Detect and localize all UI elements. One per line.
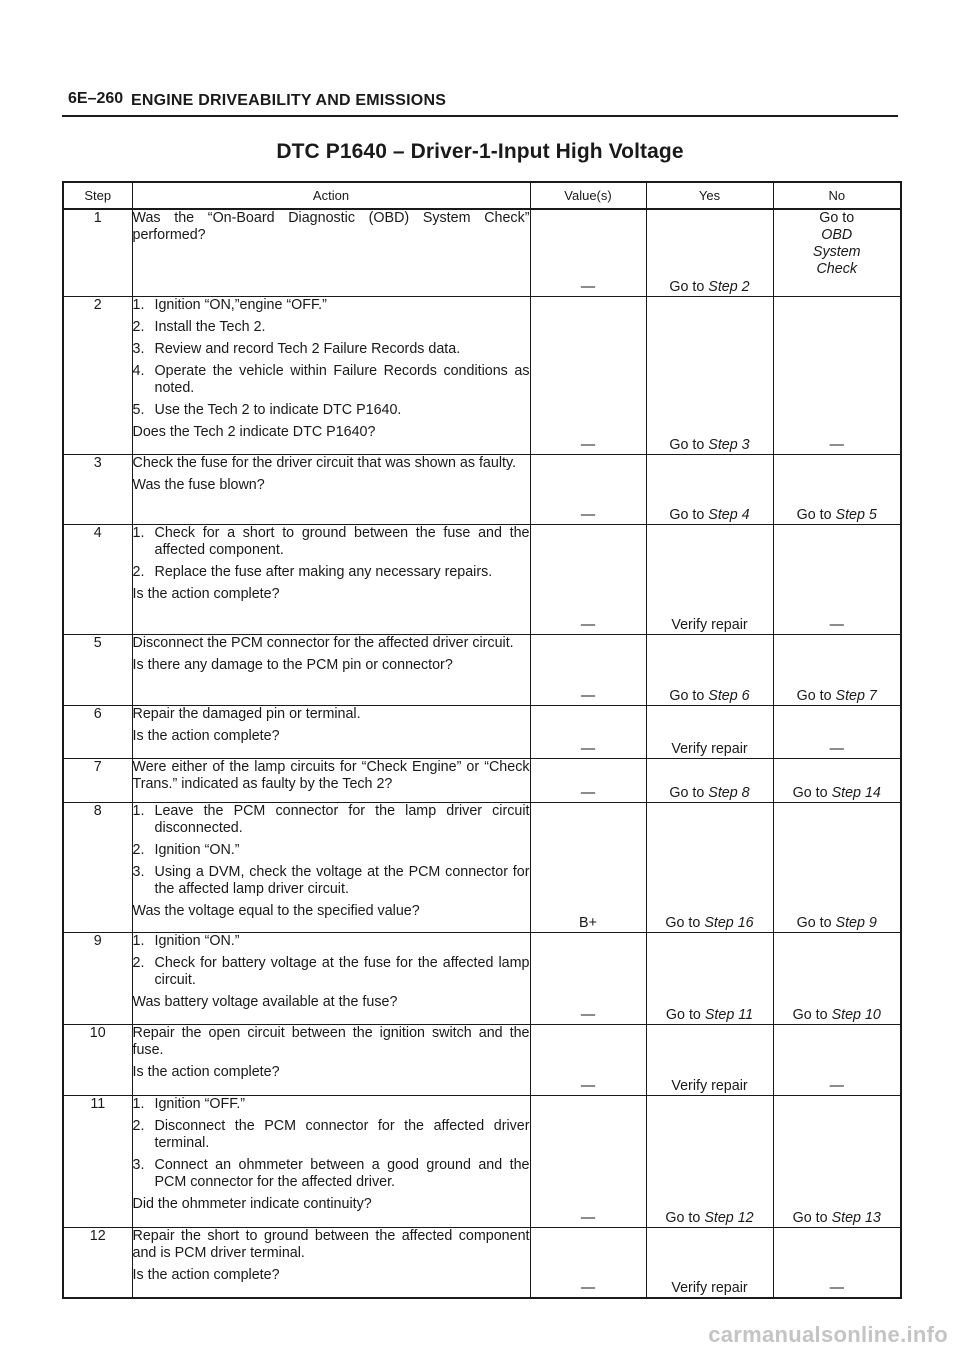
table-row xyxy=(63,705,901,758)
value-cell: — xyxy=(530,758,646,802)
yes-step-ref: Step 11 xyxy=(704,1006,754,1023)
no-step-ref: OBD System Check xyxy=(812,227,861,277)
yes-step-ref: Step 12 xyxy=(704,1209,754,1226)
action-question: Is the action complete? xyxy=(132,1266,280,1283)
yes-cell: Verify repair xyxy=(646,1227,773,1298)
action-cell xyxy=(132,1024,530,1095)
yes-cell: Go to Step 3 xyxy=(646,296,773,454)
action-item: 2. Disconnect the PCM connector for the affected driver terminal. xyxy=(132,1117,530,1151)
table-row xyxy=(63,932,901,1024)
action-item: 1. Ignition “ON.” xyxy=(132,932,240,949)
action-cell xyxy=(132,932,530,1024)
action-item: 4. Operate the vehicle within Failure Records conditions as noted. xyxy=(132,362,530,396)
table-row xyxy=(63,1024,901,1095)
action-question: Is there any damage to the PCM pin or connector? xyxy=(132,656,453,673)
step-number: 6 xyxy=(63,705,132,758)
action-cell xyxy=(132,1095,530,1227)
value-cell: — xyxy=(530,524,646,634)
no-step-ref: Step 14 xyxy=(831,784,881,801)
step-number: 12 xyxy=(63,1227,132,1298)
table-row xyxy=(63,454,901,524)
yes-prefix: Go to xyxy=(669,278,709,295)
yes-step-ref: Step 6 xyxy=(708,687,750,704)
no-step-ref: Step 7 xyxy=(835,687,877,704)
no-cell: — xyxy=(773,1227,901,1298)
action-item: 3. Connect an ohmmeter between a good ground and the PCM connector for the affected driver. xyxy=(132,1156,530,1190)
action-text: Were either of the lamp circuits for “Check Engine” or “Check Trans.” indicated as faulty by the Tech 2? xyxy=(132,758,530,792)
action-cell xyxy=(132,209,530,296)
step-number: 8 xyxy=(63,802,132,932)
no-cell: Go to Step 7 xyxy=(773,634,901,705)
action-item: 2. Replace the fuse after making any necessary repairs. xyxy=(132,563,493,580)
step-number: 7 xyxy=(63,758,132,802)
table-row xyxy=(63,1227,901,1298)
step-number: 3 xyxy=(63,454,132,524)
no-cell: Go to Step 13 xyxy=(773,1095,901,1227)
table-row xyxy=(63,1095,901,1227)
action-item: 1. Ignition “OFF.” xyxy=(132,1095,246,1112)
action-question: Is the action complete? xyxy=(132,585,280,602)
action-cell xyxy=(132,454,530,524)
no-cell xyxy=(773,209,901,296)
action-item: 2. Ignition “ON.” xyxy=(132,841,240,858)
step-number: 11 xyxy=(63,1095,132,1227)
column-header-no: No xyxy=(773,182,901,209)
no-cell: — xyxy=(773,1024,901,1095)
header-rule xyxy=(62,115,898,117)
yes-cell: Go to Step 8 xyxy=(646,758,773,802)
column-header-yes: Yes xyxy=(646,182,773,209)
table-header-row xyxy=(63,182,901,209)
yes-step-ref: Step 3 xyxy=(708,436,750,453)
no-step-ref: Step 9 xyxy=(835,914,877,931)
action-item: 1. Leave the PCM connector for the lamp driver circuit disconnected. xyxy=(132,802,530,836)
yes-cell: Go to Step 12 xyxy=(646,1095,773,1227)
action-text: Disconnect the PCM connector for the affected driver circuit. xyxy=(132,634,514,651)
step-number: 2 xyxy=(63,296,132,454)
table-row xyxy=(63,296,901,454)
no-step-ref: Step 5 xyxy=(835,506,877,523)
no-prefix: Go to xyxy=(819,210,855,226)
action-cell xyxy=(132,802,530,932)
step-number: 5 xyxy=(63,634,132,705)
action-cell xyxy=(132,296,530,454)
no-step-ref: Step 13 xyxy=(831,1209,881,1226)
yes-cell: Go to Step 6 xyxy=(646,634,773,705)
action-question: Is the action complete? xyxy=(132,727,280,744)
value-cell: — xyxy=(530,454,646,524)
action-question: Does the Tech 2 indicate DTC P1640? xyxy=(132,423,376,440)
yes-cell: Verify repair xyxy=(646,1024,773,1095)
action-item: 1. Check for a short to ground between the fuse and the affected component. xyxy=(132,524,530,558)
yes-step-ref: Step 4 xyxy=(708,506,750,523)
yes-step-ref: Step 8 xyxy=(708,784,750,801)
page-title: DTC P1640 – Driver-1-Input High Voltage xyxy=(276,140,684,163)
no-cell: Go to Step 10 xyxy=(773,932,901,1024)
action-cell xyxy=(132,758,530,802)
action-cell xyxy=(132,524,530,634)
yes-cell: Verify repair xyxy=(646,705,773,758)
value-cell: — xyxy=(530,1024,646,1095)
action-cell xyxy=(132,1227,530,1298)
action-item: 1. Ignition “ON,”engine “OFF.” xyxy=(132,296,327,313)
yes-cell: Go to Step 11 xyxy=(646,932,773,1024)
diagnostic-table xyxy=(62,181,902,1299)
action-item: 2. Install the Tech 2. xyxy=(132,318,266,335)
yes-step-ref: Step 2 xyxy=(708,278,750,295)
no-cell: Go to Step 9 xyxy=(773,802,901,932)
step-number: 10 xyxy=(63,1024,132,1095)
action-item: 3. Review and record Tech 2 Failure Records data. xyxy=(132,340,461,357)
table-row xyxy=(63,524,901,634)
value-cell: — xyxy=(530,705,646,758)
action-text: Was the “On-Board Diagnostic (OBD) System Check” performed? xyxy=(132,210,530,243)
action-question: Was the voltage equal to the specified value? xyxy=(132,902,420,919)
value-cell: — xyxy=(530,932,646,1024)
column-header-step: Step xyxy=(63,182,132,209)
action-text: Check the fuse for the driver circuit that was shown as faulty. xyxy=(132,454,517,471)
action-question: Is the action complete? xyxy=(132,1063,280,1080)
column-header-action: Action xyxy=(132,182,530,209)
no-cell: — xyxy=(773,296,901,454)
no-step-ref: Step 10 xyxy=(831,1006,881,1023)
value-cell: — xyxy=(530,296,646,454)
action-question: Was the fuse blown? xyxy=(132,476,265,493)
value-cell: — xyxy=(530,634,646,705)
yes-cell: Go to Step 16 xyxy=(646,802,773,932)
yes-step-ref: Step 16 xyxy=(704,914,754,931)
no-cell: — xyxy=(773,524,901,634)
action-cell xyxy=(132,705,530,758)
action-item: 5. Use the Tech 2 to indicate DTC P1640. xyxy=(132,401,402,418)
step-number: 4 xyxy=(63,524,132,634)
table-row xyxy=(63,802,901,932)
column-header-values: Value(s) xyxy=(530,182,646,209)
table-row xyxy=(63,209,901,296)
value-cell: — xyxy=(530,209,646,296)
value-cell: — xyxy=(530,1227,646,1298)
action-item: 2. Check for battery voltage at the fuse for the affected lamp circuit. xyxy=(132,954,530,988)
no-cell: — xyxy=(773,705,901,758)
action-item: 3. Using a DVM, check the voltage at the PCM connector for the affected lamp driver circuit. xyxy=(132,863,530,897)
step-number: 9 xyxy=(63,932,132,1024)
page-number: 6E–260 xyxy=(68,90,124,107)
action-text: Repair the short to ground between the affected component and is PCM driver terminal. xyxy=(132,1227,530,1261)
section-title: ENGINE DRIVEABILITY AND EMISSIONS xyxy=(131,92,447,109)
action-text: Repair the damaged pin or terminal. xyxy=(132,705,361,722)
value-cell: — xyxy=(530,1095,646,1227)
table-row xyxy=(63,634,901,705)
action-question: Was battery voltage available at the fuse? xyxy=(132,993,398,1010)
value-cell: B+ xyxy=(530,802,646,932)
action-cell xyxy=(132,634,530,705)
yes-cell: Verify repair xyxy=(646,524,773,634)
yes-cell: Go to Step 4 xyxy=(646,454,773,524)
action-text: Repair the open circuit between the ignition switch and the fuse. xyxy=(132,1024,530,1058)
step-number: 1 xyxy=(63,209,132,296)
yes-cell xyxy=(646,209,773,296)
action-question: Did the ohmmeter indicate continuity? xyxy=(132,1195,372,1212)
no-cell: Go to Step 14 xyxy=(773,758,901,802)
no-cell: Go to Step 5 xyxy=(773,454,901,524)
watermark: carmanualsonline.info xyxy=(708,1322,948,1347)
table-row xyxy=(63,758,901,802)
